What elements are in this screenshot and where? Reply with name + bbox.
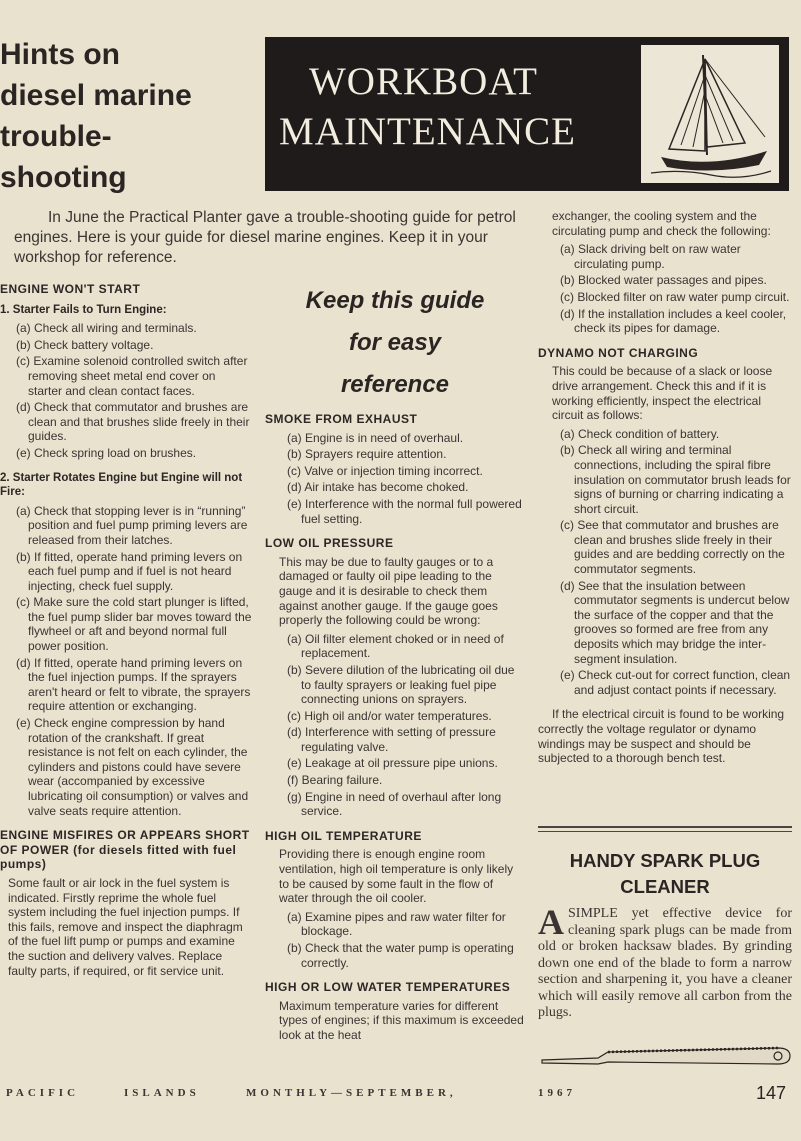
list-item: (a) Slack driving belt on raw water circulating pump. (560, 242, 741, 271)
water-temp-paragraph: Maximum temperature varies for different types of engines; if this maximum is exceeded look at the heat (279, 998, 524, 1042)
footer-word-islands: ISLANDS (124, 1087, 200, 1099)
heading-engine-misfires: ENGINE MISFIRES OR APPEARS SHORT OF POWER (for diesels fitted with fuel pumps) (0, 828, 250, 872)
list-item: (d) Interference with setting of pressure regulating valve. (287, 725, 496, 754)
section-divider-thin (538, 831, 792, 832)
banner-title (279, 57, 576, 157)
subheading-starter-rotates: 2. Starter Rotates Engine but Engine will not Fire: (0, 471, 243, 499)
list-item: (c) Make sure the cold start plunger is lifted, the fuel pump slider bar moves toward the flywheel or aft and beyond normal full power position. (16, 595, 252, 654)
spark-plug-title (538, 848, 792, 900)
drop-cap: A (538, 902, 564, 942)
high-oil-temp-paragraph: Providing there is enough engine room ventilation, high oil temperature is only likely to be caused by some fault in the flow of water through the oil cooler. (279, 847, 514, 906)
section-divider (538, 826, 792, 828)
list-item: (g) Engine in need of overhaul after long service. (287, 789, 502, 819)
page-number: 147 (756, 1083, 787, 1103)
headline (0, 34, 250, 198)
continued-paragraph: exchanger, the cooling system and the circulating pump and check the following: (552, 209, 771, 238)
list-item: (f) Bearing failure. (287, 773, 383, 788)
list-item: (a) Check that stopping lever is in “running” position and fuel pump priming levers are released from their latches. (16, 503, 248, 547)
footer-year: 1967 (538, 1087, 576, 1099)
low-oil-list (279, 632, 525, 819)
list-item: (c) See that commutator and brushes are clean and brushes slide freely in their guides and are bedding correctly on the commutator segments. (560, 518, 785, 577)
hacksaw-blade-illustration (538, 1036, 792, 1076)
callout-keep-guide (265, 280, 525, 406)
list-item: (c) High oil and/or water temperatures. (287, 708, 492, 723)
list-item: (d) If the installation includes a keel cooler, check its pipes for damage. (560, 306, 787, 336)
list-item: (c) Valve or injection timing incorrect. (287, 463, 483, 478)
banner-line-1: WORKBOAT (309, 60, 538, 103)
low-oil-paragraph: This may be due to faulty gauges or to a damaged or faulty oil pipe leading to the gauge and it is desirable to check them against another gauge. If the gauge goes properly the following could be wrong: (279, 554, 498, 628)
heading-smoke-from-exhaust: SMOKE FROM EXHAUST (265, 412, 418, 426)
intro-paragraph: In June the Practical Planter gave a trouble-shooting guide for petrol engines. Here is your guide for diesel marine engines. Keep it in your workshop for reference. (14, 209, 516, 266)
list-item: (a) Check all wiring and terminals. (16, 321, 197, 336)
spark-title-line-1: HANDY SPARK PLUG (569, 850, 761, 871)
misfires-paragraph: Some fault or air lock in the fuel system is indicated. Firstly reprime the whole fuel system including the fuel injection pumps. If this fails, remove and inspect the diaphragm of the fuel lift pump or pumps and examine the suction and delivery valves. Replace faulty parts, if required, or fit service unit. (8, 875, 243, 978)
list-item: (a) Oil filter element choked or in need of replacement. (287, 631, 504, 661)
dynamo-paragraph: This could be because of a slack or loose drive arrangement. Check this and if it is working efficiently, inspect the electrical circuit as follows: (552, 364, 773, 423)
callout-line-2: for easy (348, 329, 442, 356)
spark-body-text: SIMPLE yet effective device for cleaning spark plugs can be made from old or broken hacksaw blades. By grinding down one end of the blade to form a narrow section and sharpening it, you have a cleaner which will easily remove all carbon from the plugs. (538, 906, 792, 1020)
callout-line-1: Keep this guide (305, 287, 485, 314)
list-item: (c) Blocked filter on raw water pump circuit. (560, 289, 790, 304)
list-item: (d) If fitted, operate hand priming levers on the fuel injection pumps. If the sprayers aren't heard or felt to vibrate, the sprayers require attention or exchanging. (16, 655, 251, 714)
list-item: (d) See that the insulation between commutator segments is undercut below the surface of the copper and that the grooves so formed are free from any deposits which may bridge the inter-segment insulation. (560, 578, 790, 666)
subheading-starter-fails: 1. Starter Fails to Turn Engine: (0, 303, 167, 316)
list-item: (b) Sprayers require attention. (287, 447, 447, 462)
column-1 (0, 282, 252, 982)
column-2 (265, 412, 525, 1047)
list-item: (e) Leakage at oil pressure pipe unions. (287, 756, 498, 771)
spark-plug-paragraph (538, 902, 792, 1022)
starter-fails-list (8, 321, 252, 460)
heading-dynamo-not-charging: DYNAMO NOT CHARGING (538, 345, 699, 360)
list-item: (c) Examine solenoid controlled switch after removing sheet metal end cover on starter and clean contact faces. (16, 354, 248, 398)
banner-line-2: MAINTENANCE (279, 110, 576, 153)
spark-title-line-2: CLEANER (620, 876, 710, 897)
list-item: (e) Interference with the normal full powered fuel setting. (287, 496, 522, 526)
list-item: (e) Check spring load on brushes. (16, 445, 197, 460)
sailboat-illustration (641, 45, 779, 183)
workboat-banner (265, 37, 789, 191)
callout-line-3: reference (340, 371, 450, 398)
smoke-list (279, 431, 525, 527)
footer-word-pacific: PACIFIC (6, 1087, 80, 1099)
dynamo-closing-paragraph: If the electrical circuit is found to be working correctly the voltage regulator or dynamo windings may be suspect and should be subjected to a thorough bench test. (538, 707, 785, 766)
list-item: (e) Check cut-out for correct function, clean and adjust contact points if necessary. (560, 668, 791, 697)
high-oil-temp-list (279, 910, 525, 970)
column-3 (538, 209, 792, 770)
headline-line-3: trouble- (0, 120, 112, 153)
list-item: (d) Air intake has become choked. (287, 480, 469, 495)
list-item: (a) Check condition of battery. (560, 426, 720, 441)
footer-word-monthly-september: MONTHLY—SEPTEMBER, (246, 1087, 457, 1099)
heading-engine-wont-start: ENGINE WON'T START (0, 282, 141, 296)
list-item: (e) Check engine compression by hand rotation of the crankshaft. If great resistance is not felt on each cylinder, the cylinders and pistons could have severe wear (accompanied by excessive lubricating oil consumption) or valves and valve seats require attention. (16, 716, 249, 818)
starter-rotates-list (8, 504, 252, 818)
list-item: (b) Check battery voltage. (16, 337, 154, 352)
headline-line-4: shooting (0, 161, 127, 194)
heading-low-oil-pressure: LOW OIL PRESSURE (265, 536, 394, 551)
list-item: (b) If fitted, operate hand priming levers on each fuel pump and if fuel is not heard injecting, check fuel supply. (16, 549, 243, 593)
list-item: (b) Check that the water pump is operating correctly. (287, 941, 514, 970)
heading-water-temperatures: HIGH OR LOW WATER TEMPERATURES (265, 980, 511, 995)
headline-line-1: Hints on (0, 38, 120, 71)
list-item: (b) Severe dilution of the lubricating oil due to faulty sprayers or leaking fuel pipe connecting unions on sprayers. (287, 662, 515, 707)
heading-high-oil-temperature: HIGH OIL TEMPERATURE (265, 828, 422, 843)
headline-line-2: diesel marine (0, 79, 192, 112)
water-check-list (552, 242, 792, 336)
list-item: (b) Check all wiring and terminal connections, including the spiral fibre insulation on commutator brush leads for signs of burning or charring indicating a short circuit. (560, 443, 791, 516)
list-item: (b) Blocked water passages and pipes. (560, 273, 767, 288)
dynamo-list (552, 427, 792, 698)
list-item: (a) Examine pipes and raw water filter for blockage. (287, 909, 506, 939)
list-item: (d) Check that commutator and brushes are clean and that brushes slide freely in their guides. (16, 400, 250, 444)
list-item: (a) Engine is in need of overhaul. (287, 430, 464, 445)
page-footer (0, 1082, 801, 1108)
